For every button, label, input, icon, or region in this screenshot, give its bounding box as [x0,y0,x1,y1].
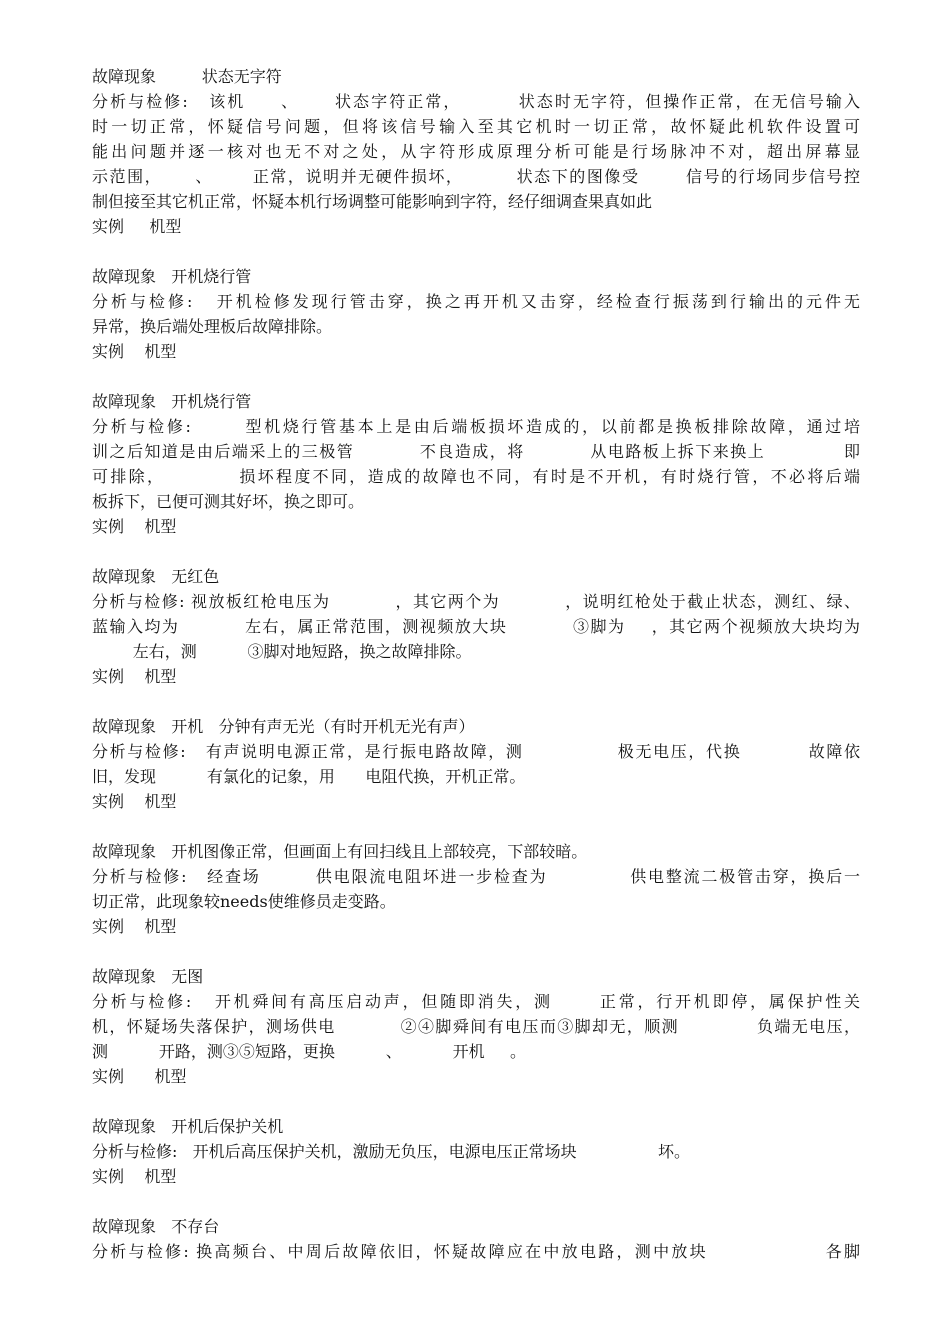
fault-title: 故障现象 开机烧行管 [92,267,252,286]
fault-entry-1 [92,64,860,239]
analysis-line: 分析与检修: 开机检修发现行管击穿，换之再开机又击穿，经检查行振荡到行输出的元件无 [92,292,860,311]
analysis-line: 左右，测 ③脚对地短路，换之故障排除。 [92,642,472,661]
fault-title: 故障现象 无红色 [92,567,220,586]
analysis-line: 异常，换后端处理板后故障排除。 [92,317,333,336]
fault-entry-9 [92,1214,860,1264]
analysis-line: 能出问题并逐一核对也无不对之处，从字符形成原理分析可能是行场脉冲不对，超出屏幕显 [92,142,860,161]
analysis-line: 分析与检修: 经查场 供电限流电阻坏进一步检查为 供电整流二极管击穿，换后一 [92,867,860,886]
example-model-line: 实例 机型 [92,667,177,686]
example-model-line: 实例 机型 [92,792,177,811]
fault-entry-8 [92,1114,860,1189]
fault-entry-2 [92,264,860,364]
example-model-line: 实例 机型 [92,1067,187,1086]
analysis-line: 旧，发现 有氯化的记象，用 电阻代换，开机正常。 [92,767,526,786]
example-model-line: 实例 机型 [92,217,182,236]
analysis-line: 测 开路，测③⑤短路，更换 、 开机 。 [92,1042,527,1061]
example-model-line: 实例 机型 [92,342,177,361]
analysis-line: 切正常，此现象较needs使维修员走变路。 [92,892,396,911]
analysis-line: 分析与检修: 开机后高压保护关机，激励无负压，电源电压正常场块 坏。 [92,1142,691,1161]
analysis-line: 机，怀疑场失落保护，测场供电 ②④脚舜间有电压而③脚却无，顺测 负端无电压， [92,1017,860,1036]
analysis-line: 制但接至其它机正常，怀疑本机行场调整可能影响到字符，经仔细调查果真如此 [92,192,653,211]
analysis-line: 分析与检修: 型机烧行管基本上是由后端板损坏造成的，以前都是换板排除故障，通过培 [92,417,860,436]
analysis-line: 示范围， 、 正常，说明并无硬件损坏， 状态下的图像受 信号的行场同步信号控 [92,167,860,186]
analysis-line: 板拆下，已便可测其好坏，换之即可。 [92,492,365,511]
fault-entry-7 [92,964,860,1089]
document-page [92,64,860,1289]
example-model-line: 实例 机型 [92,517,177,536]
fault-title: 故障现象 开机后保护关机 [92,1117,284,1136]
analysis-line: 时一切正常，怀疑信号问题，但将该信号输入至其它机时一切正常，故怀疑此机软件设置可 [92,117,860,136]
fault-title: 故障现象 无图 [92,967,204,986]
example-model-line: 实例 机型 [92,917,177,936]
fault-entry-5 [92,714,860,814]
analysis-line: 训之后知道是由后端采上的三极管 不良造成，将 从电路板上拆下来换上 即 [92,442,860,461]
fault-entry-4 [92,564,860,689]
analysis-line: 分析与检修: 该机 、 状态字符正常， 状态时无字符，但操作正常，在无信号输入 [92,92,860,111]
fault-entry-6 [92,839,860,939]
analysis-line: 分析与检修: 开机舜间有高压启动声，但随即消失，测 正常，行开机即停，属保护性关 [92,992,860,1011]
fault-title: 故障现象 开机烧行管 [92,392,252,411]
fault-title: 故障现象 不存台 [92,1217,220,1236]
analysis-line: 可排除， 损坏程度不同，造成的故障也不同，有时是不开机，有时烧行管，不必将后端 [92,467,860,486]
example-model-line: 实例 机型 [92,1167,177,1186]
fault-title: 故障现象 状态无字符 [92,67,282,86]
analysis-line: 分析与检修: 换高频台、中周后故障依旧，怀疑故障应在中放电路，测中放块 各脚 [92,1242,860,1261]
fault-title: 故障现象 开机 分钟有声无光（有时开机无光有声） [92,717,475,736]
fault-entry-3 [92,389,860,539]
fault-title: 故障现象 开机图像正常，但画面上有回扫线且上部较亮，下部较暗。 [92,842,588,861]
analysis-line: 分析与检修: 有声说明电源正常，是行振电路故障，测 极无电压，代换 故障依 [92,742,860,761]
analysis-line: 蓝输入均为 左右，属正常范围，测视频放大块 ③脚为 ，其它两个视频放大块均为 [92,617,860,636]
analysis-line: 分析与检修: 视放板红枪电压为 ，其它两个为 ，说明红枪处于截止状态，测红、绿、 [92,592,860,611]
